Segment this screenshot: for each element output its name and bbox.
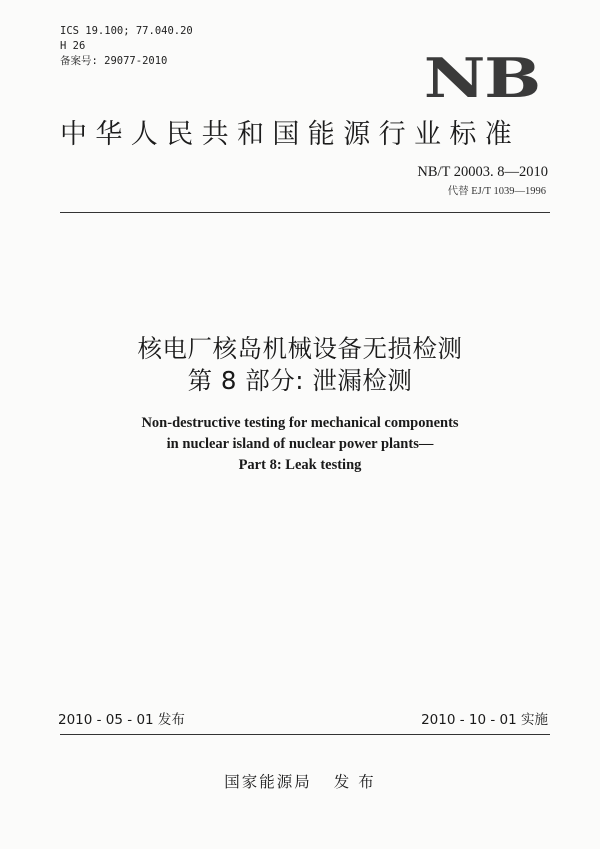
issuer-name: 国家能源局 <box>224 773 312 791</box>
footer-divider <box>60 734 550 735</box>
classification-codes <box>60 24 193 69</box>
header-divider <box>60 212 550 213</box>
issuing-authority <box>0 772 600 792</box>
english-title-line-2: in nuclear island of nuclear power plants— <box>166 436 434 452</box>
english-title-line-3: Part 8: Leak testing <box>238 457 362 473</box>
chinese-title-line-1: 核电厂核岛机械设备无损检测 <box>137 334 463 363</box>
issue-date: 2010 - 05 - 01 发布 <box>58 712 185 728</box>
chinese-title-line-2: 第 8 部分: 泄漏检测 <box>187 366 413 395</box>
ccs-code: H 26 <box>60 40 86 52</box>
filing-number: 备案号: 29077-2010 <box>60 55 168 67</box>
standard-number: NB/T 20003. 8—2010 <box>417 164 548 180</box>
nb-logo: NB <box>423 46 540 110</box>
ics-code: ICS 19.100; 77.040.20 <box>60 25 193 37</box>
effective-date: 2010 - 10 - 01 实施 <box>421 712 548 728</box>
english-title-line-1: Non-destructive testing for mechanical components <box>141 415 459 431</box>
issuer-action: 发 布 <box>333 773 376 791</box>
replaces-standard: 代替 EJ/T 1039—1996 <box>447 186 546 197</box>
standard-category-title: 中华人民共和国能源行业标准 <box>60 119 521 150</box>
